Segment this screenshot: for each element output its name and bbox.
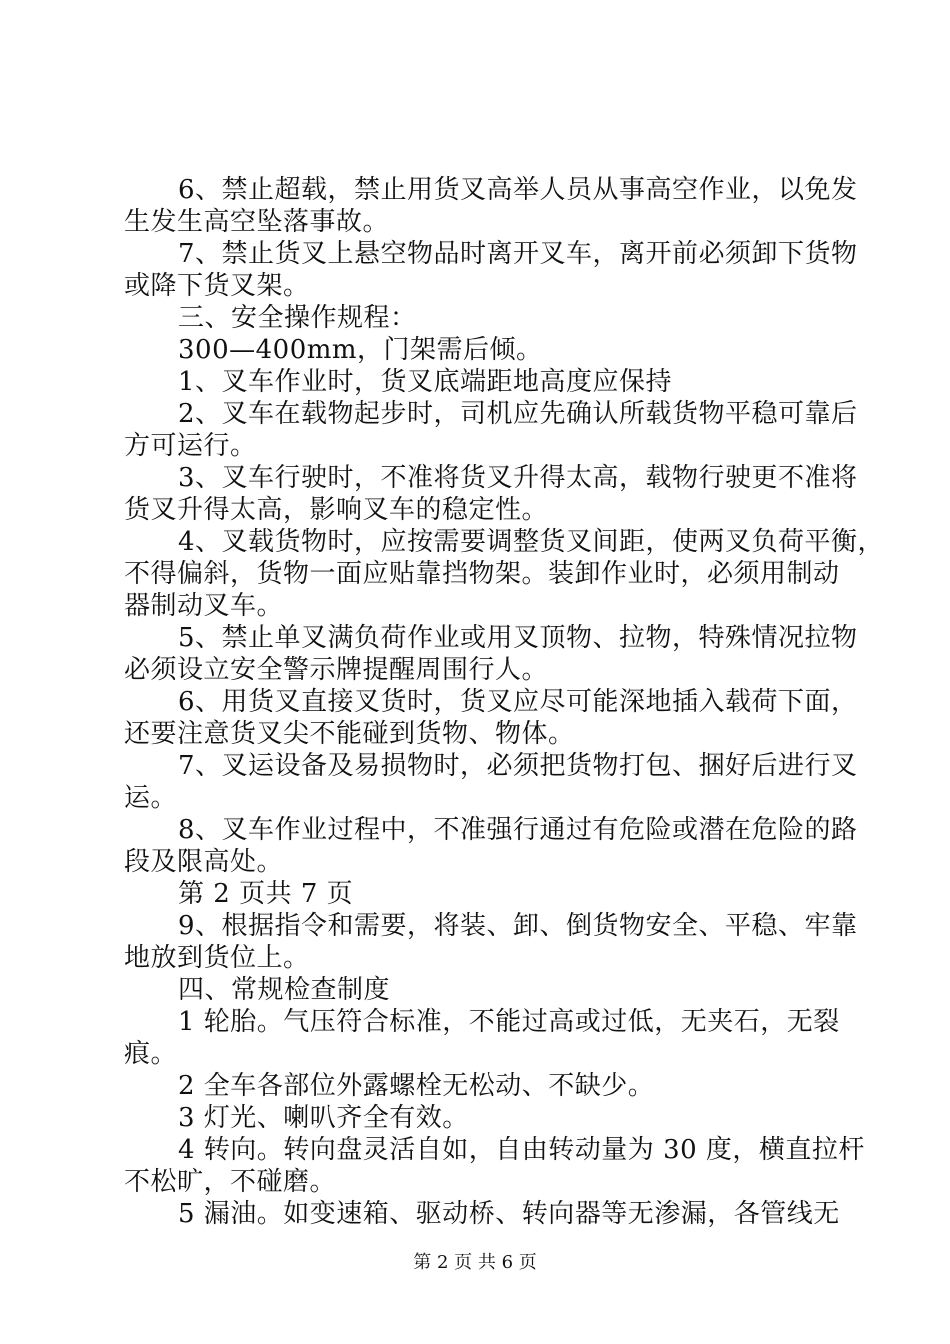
text-line: 3、叉车行驶时，不准将货叉升得太高，载物行驶更不准将 [178,463,858,493]
text-line: 货叉升得太高，影响叉车的稳定性。 [124,495,549,525]
text-line: 9、根据指令和需要，将装、卸、倒货物安全、平稳、牢靠 [178,911,858,941]
section-heading: 三、安全操作规程： [178,303,417,333]
text-line: 地放到货位上。 [124,943,310,973]
text-line: 3 灯光、喇叭齐全有效。 [178,1103,469,1133]
text-line: 方可运行。 [124,431,257,461]
text-line: 8、叉车作业过程中，不准强行通过有危险或潜在危险的路 [178,815,858,845]
text-line: 7、禁止货叉上悬空物品时离开叉车，离开前必须卸下货物 [178,239,858,269]
text-line: 5 漏油。如变速箱、驱动桥、转向器等无渗漏，各管线无 [178,1199,840,1229]
text-line: 运。 [124,783,178,813]
text-line: 1 轮胎。气压符合标准，不能过高或过低，无夹石，无裂 [178,1007,840,1037]
text-line: 300—400mm，门架需后倾。 [178,335,543,365]
text-line: 2、叉车在载物起步时，司机应先确认所载货物平稳可靠后 [178,399,858,429]
page-footer: 第 2 页 共 6 页 [413,1252,537,1273]
text-line: 必须设立安全警示牌提醒周围行人。 [124,655,549,685]
text-line: 或降下货叉架。 [124,271,310,301]
text-line: 生发生高空坠落事故。 [124,207,390,237]
text-line: 不松旷，不碰磨。 [124,1167,337,1197]
section-heading: 四、常规检查制度 [178,975,391,1005]
text-line: 2 全车各部位外露螺栓无松动、不缺少。 [178,1071,655,1101]
text-line: 器制动叉车。 [124,591,284,621]
text-line: 1、叉车作业时，货叉底端距地高度应保持 [178,367,673,397]
text-line: 7、叉运设备及易损物时，必须把货物打包、捆好后进行叉 [178,751,858,781]
inline-page-marker: 第 2 页共 7 页 [178,879,354,909]
text-line: 5、禁止单叉满负荷作业或用叉顶物、拉物，特殊情况拉物 [178,623,858,653]
text-line: 4 转向。转向盘灵活自如，自由转动量为 30 度，横直拉杆 [178,1135,865,1165]
text-line: 4、叉载货物时，应按需要调整货叉间距，使两叉负荷平衡， [178,527,885,557]
text-line: 段及限高处。 [124,847,284,877]
text-line: 还要注意货叉尖不能碰到货物、物体。 [124,719,575,749]
text-line: 6、禁止超载，禁止用货叉高举人员从事高空作业，以免发 [178,175,858,205]
text-line: 不得偏斜，货物一面应贴靠挡物架。装卸作业时，必须用制动 [124,559,840,589]
text-line: 痕。 [124,1039,178,1069]
text-line: 6、用货叉直接叉货时，货叉应尽可能深地插入载荷下面， [178,687,858,717]
